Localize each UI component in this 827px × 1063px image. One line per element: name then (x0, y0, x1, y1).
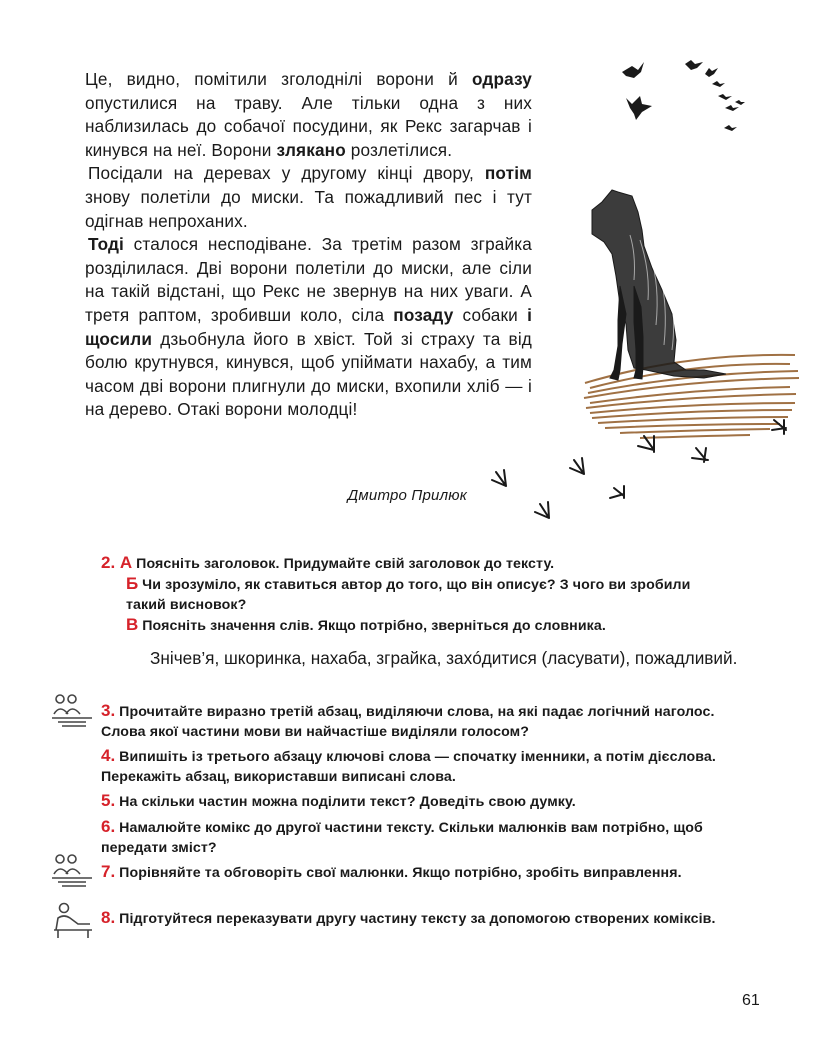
emphasized-word: потім (484, 163, 532, 184)
story-text-run: опустилися на траву. Але тільки одна з них наблизилась до собачої посудини, як Рекс загарчав і кинувся на неї. Ворони (85, 92, 532, 160)
task-7-number: 7. (101, 862, 116, 881)
story-paragraph-1 (85, 68, 532, 162)
task-4-text: Випишіть із третього абзацу ключові слова — спочатку іменники, а потім дієслова. Перекажіть абзац, використавши виписані слова. (101, 749, 716, 785)
writing-pupil-icon (50, 900, 96, 940)
story-text-run: розлетілися. (345, 139, 453, 160)
story-author: Дмитро Прилюк (347, 487, 467, 504)
crow-flock-icon (622, 60, 745, 131)
story-text-run: дзьобнула його в хвіст. Той зі страху та від болю крутнувся, кинувся, щоб упіймати нахабу, а тим часом дві ворони плигнули до миски, вхопили хліб — і на дерево. Отакі ворони молодці! (85, 328, 532, 420)
task-7 (101, 862, 735, 883)
task-3-text: Прочитайте виразно третій абзац, виділяючи слова, на які падає логічний наголос. Слова якої частини мови ви найчастіше виділяли голосом? (101, 704, 715, 740)
story-text-run: собаки (453, 304, 528, 325)
task-4 (101, 746, 735, 787)
emphasized-word: одразу (471, 69, 532, 89)
task-6-text: Намалюйте комікс до другої частини тексту. Скільки малюнків вам потрібно, щоб передати зміст? (101, 820, 703, 856)
task-7-text: Порівняйте та обговоріть свої малюнки. Якщо потрібно, зробіть виправлення. (119, 865, 682, 881)
vocabulary-words: Знічев’я, шкоринка, нахаба, зграйка, захóдитися (ласувати), пожадливий. (150, 648, 738, 668)
task-2a-number: 2. А (101, 553, 133, 572)
task-2c-text: Поясніть значення слів. Якщо потрібно, зверніться до словника. (142, 618, 606, 634)
emphasized-word: злякано (276, 139, 346, 160)
task-6-number: 6. (101, 817, 116, 836)
task-5-text: На скільки частин можна поділити текст? Доведіть свою думку. (119, 794, 576, 810)
task-4-number: 4. (101, 746, 116, 765)
task-8 (101, 908, 735, 929)
dog-illustration (592, 190, 726, 380)
story-text-run: знову полетіли до миски. Та пожадливий пес і тут одігнав непроханих. (85, 186, 532, 231)
task-2a-text: Поясніть заголовок. Придумайте свій заголовок до тексту. (136, 556, 555, 572)
task-5 (101, 791, 735, 812)
task-2b (126, 574, 732, 615)
task-5-number: 5. (101, 791, 116, 810)
story-illustration (480, 50, 810, 540)
task-8-number: 8. (101, 908, 116, 927)
story-text-run: сталося несподіване. За третім разом зграйка розділилася. Дві ворони полетіли до миски, але сіли на такій відстані, що Рекс не звернув на них уваги. А третя раптом, зробивши коло, сіла (85, 234, 532, 325)
story-paragraph-3 (85, 233, 532, 422)
task-2a (101, 553, 741, 574)
emphasized-word: позаду (393, 304, 454, 325)
task-8-text: Підготуйтеся переказувати другу частину тексту за допомогою створених коміксів. (119, 911, 716, 927)
story-text-run: Це, видно, помітили зголоднілі ворони й (85, 69, 472, 89)
story-paragraph-2 (85, 162, 532, 233)
task-2b-text: Чи зрозуміло, як ставиться автор до того, що він описує? З чого ви зробили такий висновок? (126, 577, 691, 613)
task-3 (101, 701, 735, 742)
task-2c (126, 615, 732, 636)
task-3-number: 3. (101, 701, 116, 720)
pair-work-icon (50, 852, 96, 892)
task-6 (101, 817, 735, 858)
story-text-run: Посідали на деревах у другому кінці двору, (88, 163, 485, 184)
pair-work-icon (50, 692, 96, 732)
emphasized-word: і щосили (85, 304, 532, 349)
story-text (85, 68, 532, 422)
page-number: 61 (742, 992, 760, 1009)
emphasized-word: Тоді (88, 234, 124, 255)
task-2b-number: Б (126, 574, 139, 593)
task-2c-number: В (126, 615, 139, 634)
